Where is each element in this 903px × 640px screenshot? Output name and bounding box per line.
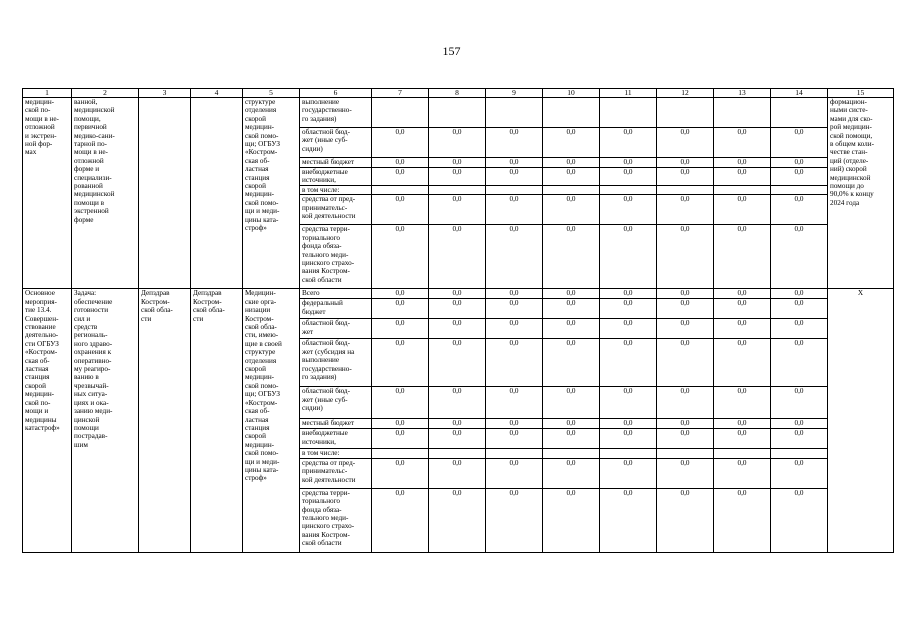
amount-cell: 0,0 xyxy=(600,158,657,168)
amount-cell xyxy=(486,449,543,458)
amount-cell: 0,0 xyxy=(657,488,714,552)
amount-cell xyxy=(600,449,657,458)
block2-col3-cell: Депздрав Костром- ской обла- сти xyxy=(139,289,191,552)
amount-cell: 0,0 xyxy=(600,289,657,299)
amount-cell: 0,0 xyxy=(543,419,600,429)
block2-col1-cell: Основное мероприя- тие 13.4. Совершен- ствование деятельно- сти ОГБУЗ «Костром- ская об- ластная станция скорой медицин- ской по- мощи и медицины катастроф» xyxy=(23,289,72,552)
amount-cell: 0,0 xyxy=(714,299,771,319)
amount-cell: 0,0 xyxy=(657,319,714,339)
amount-cell: 0,0 xyxy=(600,429,657,449)
amount-cell: 0,0 xyxy=(657,168,714,186)
amount-cell: 0,0 xyxy=(429,128,486,158)
amount-cell xyxy=(714,98,771,128)
column-number: 10 xyxy=(543,89,600,98)
amount-cell: 0,0 xyxy=(372,458,429,488)
table-row xyxy=(23,98,894,128)
amount-cell: 0,0 xyxy=(771,128,828,158)
column-number: 7 xyxy=(372,89,429,98)
amount-cell: 0,0 xyxy=(600,458,657,488)
funding-source-cell: внебюджетные источники, xyxy=(300,168,372,186)
amount-cell xyxy=(600,186,657,195)
amount-cell: 0,0 xyxy=(543,458,600,488)
amount-cell: 0,0 xyxy=(600,168,657,186)
amount-cell: 0,0 xyxy=(714,419,771,429)
amount-cell: 0,0 xyxy=(543,429,600,449)
amount-cell: 0,0 xyxy=(372,158,429,168)
amount-cell: 0,0 xyxy=(600,319,657,339)
amount-cell: 0,0 xyxy=(714,488,771,552)
amount-cell: 0,0 xyxy=(429,419,486,429)
block2-indicator-cell: Х xyxy=(828,289,894,552)
amount-cell: 0,0 xyxy=(486,387,543,419)
amount-cell: 0,0 xyxy=(771,158,828,168)
amount-cell: 0,0 xyxy=(486,419,543,429)
amount-cell xyxy=(429,186,486,195)
amount-cell: 0,0 xyxy=(543,319,600,339)
amount-cell: 0,0 xyxy=(657,195,714,225)
column-number: 15 xyxy=(828,89,894,98)
amount-cell: 0,0 xyxy=(429,387,486,419)
amount-cell: 0,0 xyxy=(543,158,600,168)
amount-cell: 0,0 xyxy=(486,195,543,225)
amount-cell xyxy=(600,98,657,128)
amount-cell: 0,0 xyxy=(771,195,828,225)
amount-cell: 0,0 xyxy=(771,387,828,419)
column-number: 3 xyxy=(139,89,191,98)
amount-cell: 0,0 xyxy=(771,419,828,429)
amount-cell: 0,0 xyxy=(372,429,429,449)
amount-cell: 0,0 xyxy=(486,319,543,339)
amount-cell xyxy=(372,98,429,128)
amount-cell: 0,0 xyxy=(600,299,657,319)
amount-cell xyxy=(372,186,429,195)
amount-cell: 0,0 xyxy=(657,458,714,488)
block1-indicator-cell: формацион- ными систе- мами для ско- рой медицин- ской помощи, в общем коли- честве стан- ций (отделе- ний) скорой медицинской помощи до 90,0% к концу 2024 года xyxy=(828,98,894,289)
amount-cell: 0,0 xyxy=(543,299,600,319)
block1-col4-cell xyxy=(191,98,243,289)
amount-cell: 0,0 xyxy=(429,319,486,339)
amount-cell: 0,0 xyxy=(429,225,486,289)
block1-col2-cell: ванной, медицинской помощи, первичной медико-сани- тарной по- мощи в не- отложной форме и специализи- рованной медицинской помощи в экстренной форме xyxy=(72,98,139,289)
amount-cell: 0,0 xyxy=(543,339,600,387)
amount-cell xyxy=(771,449,828,458)
amount-cell: 0,0 xyxy=(486,289,543,299)
amount-cell xyxy=(657,449,714,458)
amount-cell: 0,0 xyxy=(771,168,828,186)
column-number: 8 xyxy=(429,89,486,98)
amount-cell: 0,0 xyxy=(429,168,486,186)
amount-cell: 0,0 xyxy=(657,387,714,419)
funding-source-cell: в том числе: xyxy=(300,186,372,195)
amount-cell: 0,0 xyxy=(429,289,486,299)
amount-cell: 0,0 xyxy=(372,299,429,319)
funding-source-cell: выполнение государственно- го задания) xyxy=(300,98,372,128)
funding-source-cell: средства от пред- принимательс- кой деятельности xyxy=(300,458,372,488)
amount-cell xyxy=(543,98,600,128)
amount-cell: 0,0 xyxy=(600,128,657,158)
amount-cell: 0,0 xyxy=(600,387,657,419)
amount-cell: 0,0 xyxy=(486,225,543,289)
amount-cell: 0,0 xyxy=(486,128,543,158)
funding-source-cell: внебюджетные источники, xyxy=(300,429,372,449)
amount-cell: 0,0 xyxy=(372,225,429,289)
block1-col1-cell: медицин- ской по- мощи в не- отложной и экстрен- ной фор- мах xyxy=(23,98,72,289)
amount-cell: 0,0 xyxy=(657,339,714,387)
amount-cell: 0,0 xyxy=(657,158,714,168)
funding-source-cell: в том числе: xyxy=(300,449,372,458)
amount-cell xyxy=(771,98,828,128)
amount-cell: 0,0 xyxy=(429,458,486,488)
block2-col5-cell: Медицин- ские орга- низации Костром- ской обла- сти, имею- щие в своей структуре отделения скорой медицин- ской помо- щи; ОГБУЗ «Костром- ская об- ластная станция скорой медицин- ской помо- щи и меди- цины ката- строф» xyxy=(243,289,300,552)
amount-cell: 0,0 xyxy=(600,488,657,552)
amount-cell: 0,0 xyxy=(657,225,714,289)
amount-cell: 0,0 xyxy=(486,339,543,387)
amount-cell xyxy=(714,186,771,195)
amount-cell: 0,0 xyxy=(372,419,429,429)
funding-source-cell: средства от пред- принимательс- кой деятельности xyxy=(300,195,372,225)
table-body xyxy=(23,98,894,553)
amount-cell: 0,0 xyxy=(600,339,657,387)
amount-cell: 0,0 xyxy=(657,299,714,319)
page-number: 157 xyxy=(442,44,461,58)
amount-cell: 0,0 xyxy=(372,339,429,387)
amount-cell xyxy=(657,98,714,128)
column-number: 6 xyxy=(300,89,372,98)
amount-cell: 0,0 xyxy=(372,195,429,225)
amount-cell: 0,0 xyxy=(486,458,543,488)
funding-source-cell: местный бюджет xyxy=(300,158,372,168)
amount-cell: 0,0 xyxy=(714,289,771,299)
amount-cell: 0,0 xyxy=(486,168,543,186)
amount-cell: 0,0 xyxy=(429,299,486,319)
amount-cell: 0,0 xyxy=(543,225,600,289)
column-number: 12 xyxy=(657,89,714,98)
amount-cell: 0,0 xyxy=(714,158,771,168)
amount-cell: 0,0 xyxy=(486,488,543,552)
column-number: 4 xyxy=(191,89,243,98)
amount-cell xyxy=(486,98,543,128)
amount-cell: 0,0 xyxy=(771,225,828,289)
block2-col2-cell: Задача: обеспечение готовности сил и средств региональ- ного здраво- охранения к оперативно- му реагиро- ванию в чрезвычай- ных ситуа- циях и ока- занию меди- цинской помощи пострадав- шим xyxy=(72,289,139,552)
amount-cell xyxy=(771,186,828,195)
amount-cell: 0,0 xyxy=(543,387,600,419)
amount-cell: 0,0 xyxy=(543,195,600,225)
column-number: 5 xyxy=(243,89,300,98)
amount-cell: 0,0 xyxy=(486,429,543,449)
funding-source-cell: средства терри- ториального фонда обяза- тельного меди- цинского страхо- вания Костром- ской области xyxy=(300,488,372,552)
amount-cell: 0,0 xyxy=(771,319,828,339)
amount-cell xyxy=(429,449,486,458)
amount-cell: 0,0 xyxy=(600,225,657,289)
block2-col4-cell: Депздрав Костром- ской обла- сти xyxy=(191,289,243,552)
amount-cell: 0,0 xyxy=(657,419,714,429)
block1-col5-cell: структуре отделения скорой медицин- ской помо- щи; ОГБУЗ «Костром- ская об- ластная станция скорой медицин- ской помо- щи и меди- цины ката- строф» xyxy=(243,98,300,289)
funding-source-cell: областной бюд- жет xyxy=(300,319,372,339)
amount-cell: 0,0 xyxy=(372,168,429,186)
column-number: 1 xyxy=(23,89,72,98)
funding-source-cell: федеральный бюджет xyxy=(300,299,372,319)
column-number: 2 xyxy=(72,89,139,98)
block1-col3-cell xyxy=(139,98,191,289)
column-number: 13 xyxy=(714,89,771,98)
amount-cell: 0,0 xyxy=(372,488,429,552)
amount-cell: 0,0 xyxy=(486,158,543,168)
amount-cell: 0,0 xyxy=(486,299,543,319)
amount-cell: 0,0 xyxy=(714,458,771,488)
amount-cell: 0,0 xyxy=(771,299,828,319)
amount-cell: 0,0 xyxy=(714,339,771,387)
column-number: 9 xyxy=(486,89,543,98)
budget-table xyxy=(22,88,894,553)
amount-cell: 0,0 xyxy=(714,195,771,225)
amount-cell: 0,0 xyxy=(714,128,771,158)
amount-cell: 0,0 xyxy=(372,387,429,419)
amount-cell: 0,0 xyxy=(657,289,714,299)
amount-cell: 0,0 xyxy=(543,128,600,158)
amount-cell: 0,0 xyxy=(714,168,771,186)
amount-cell: 0,0 xyxy=(543,488,600,552)
amount-cell: 0,0 xyxy=(429,158,486,168)
amount-cell: 0,0 xyxy=(714,387,771,419)
amount-cell xyxy=(372,449,429,458)
amount-cell: 0,0 xyxy=(372,128,429,158)
amount-cell xyxy=(543,186,600,195)
amount-cell: 0,0 xyxy=(429,488,486,552)
column-number: 14 xyxy=(771,89,828,98)
amount-cell xyxy=(714,449,771,458)
amount-cell: 0,0 xyxy=(771,458,828,488)
amount-cell: 0,0 xyxy=(372,319,429,339)
column-number-row xyxy=(23,89,894,98)
amount-cell: 0,0 xyxy=(714,429,771,449)
amount-cell: 0,0 xyxy=(771,339,828,387)
amount-cell: 0,0 xyxy=(771,429,828,449)
amount-cell: 0,0 xyxy=(429,429,486,449)
amount-cell: 0,0 xyxy=(543,289,600,299)
amount-cell: 0,0 xyxy=(714,319,771,339)
table-row xyxy=(23,289,894,299)
amount-cell: 0,0 xyxy=(657,128,714,158)
amount-cell xyxy=(486,186,543,195)
amount-cell: 0,0 xyxy=(771,488,828,552)
funding-source-cell: средства терри- ториального фонда обяза- тельного меди- цинского страхо- вания Костром- ской области xyxy=(300,225,372,289)
amount-cell: 0,0 xyxy=(600,195,657,225)
amount-cell: 0,0 xyxy=(429,195,486,225)
funding-source-cell: областной бюд- жет (субсидия на выполнение государственно- го задания) xyxy=(300,339,372,387)
column-number: 11 xyxy=(600,89,657,98)
amount-cell: 0,0 xyxy=(600,419,657,429)
amount-cell: 0,0 xyxy=(771,289,828,299)
amount-cell xyxy=(657,186,714,195)
funding-source-cell: Всего xyxy=(300,289,372,299)
funding-source-cell: местный бюджет xyxy=(300,419,372,429)
amount-cell: 0,0 xyxy=(657,429,714,449)
funding-source-cell: областной бюд- жет (иные суб- сидии) xyxy=(300,128,372,158)
amount-cell xyxy=(543,449,600,458)
funding-source-cell: областной бюд- жет (иные суб- сидии) xyxy=(300,387,372,419)
amount-cell: 0,0 xyxy=(714,225,771,289)
amount-cell: 0,0 xyxy=(543,168,600,186)
amount-cell xyxy=(429,98,486,128)
amount-cell: 0,0 xyxy=(429,339,486,387)
amount-cell: 0,0 xyxy=(372,289,429,299)
